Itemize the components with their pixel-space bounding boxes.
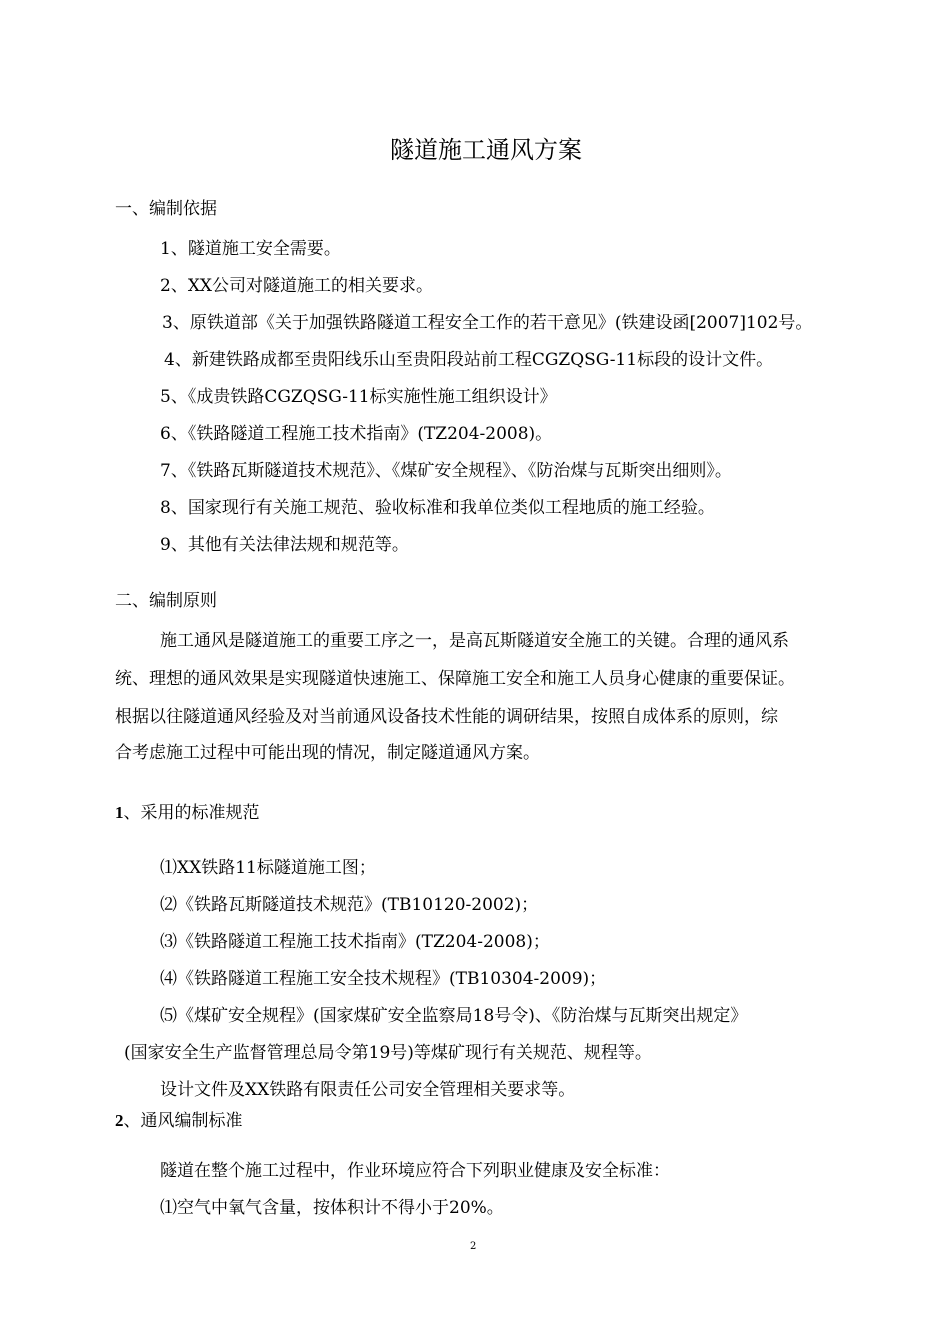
standard-item: ⑷《铁路隧道工程施工安全技术规程》(TB10304-2009)； (160, 969, 607, 989)
principle-paragraph-line: 施工通风是隧道施工的重要工序之一，是高瓦斯隧道安全施工的关键。合理的通风系 (160, 631, 789, 651)
ventilation-line: ⑴空气中氧气含量，按体积计不得小于20%。 (160, 1198, 504, 1218)
ventilation-line: 隧道在整个施工过程中，作业环境应符合下列职业健康及安全标准： (160, 1161, 670, 1181)
section-heading-principle: 二、编制原则 (115, 591, 217, 611)
section-heading-basis: 一、编制依据 (115, 199, 217, 219)
basis-item: 3、原铁道部《关于加强铁路隧道工程安全工作的若干意见》(铁建设函[2007]102号。 (162, 313, 813, 333)
standard-item: ⑶《铁路隧道工程施工技术指南》(TZ204-2008)； (160, 932, 550, 952)
principle-paragraph-line: 合考虑施工过程中可能出现的情况，制定隧道通风方案。 (115, 743, 540, 763)
basis-item: 1、隧道施工安全需要。 (160, 239, 341, 259)
basis-item: 8、国家现行有关施工规范、验收标准和我单位类似工程地质的施工经验。 (160, 498, 715, 518)
subsection-heading-standards (115, 802, 260, 824)
standard-item: ⑸《煤矿安全规程》(国家煤矿安全监察局18号令)、《防治煤与瓦斯突出规定》 (160, 1006, 748, 1026)
standard-item: (国家安全生产监督管理总局令第19号)等煤矿现行有关规范、规程等。 (124, 1043, 652, 1063)
basis-item: 7、《铁路瓦斯隧道技术规范》、《煤矿安全规程》、《防治煤与瓦斯突出细则》。 (160, 461, 732, 481)
standard-item: ⑵《铁路瓦斯隧道技术规范》(TB10120-2002)； (160, 895, 539, 915)
subsection-title: 、采用的标准规范 (123, 803, 260, 823)
page-number: 2 (470, 1241, 477, 1252)
basis-item: 4、新建铁路成都至贵阳线乐山至贵阳段站前工程CGZQSG-11标段的设计文件。 (164, 350, 774, 370)
standard-item: 设计文件及XX铁路有限责任公司安全管理相关要求等。 (160, 1080, 576, 1100)
subsection-title: 、通风编制标准 (123, 1111, 243, 1131)
basis-item: 2、XX公司对隧道施工的相关要求。 (160, 276, 434, 296)
subsection-number: 2 (115, 1111, 124, 1130)
basis-item: 6、《铁路隧道工程施工技术指南》(TZ204-2008)。 (160, 424, 553, 444)
subsection-number: 1 (115, 803, 124, 822)
basis-item: 9、其他有关法律法规和规范等。 (160, 535, 409, 555)
principle-paragraph-line: 统、理想的通风效果是实现隧道快速施工、保障施工安全和施工人员身心健康的重要保证。 (115, 669, 795, 689)
standard-item: ⑴XX铁路11标隧道施工图； (160, 858, 376, 878)
basis-item: 5、《成贵铁路CGZQSG-11标实施性施工组织设计》 (160, 387, 557, 407)
page-title: 隧道施工通风方案 (390, 136, 582, 164)
principle-paragraph-line: 根据以往隧道通风经验及对当前通风设备技术性能的调研结果，按照自成体系的原则，综 (115, 707, 778, 727)
subsection-heading-ventilation (115, 1110, 243, 1132)
